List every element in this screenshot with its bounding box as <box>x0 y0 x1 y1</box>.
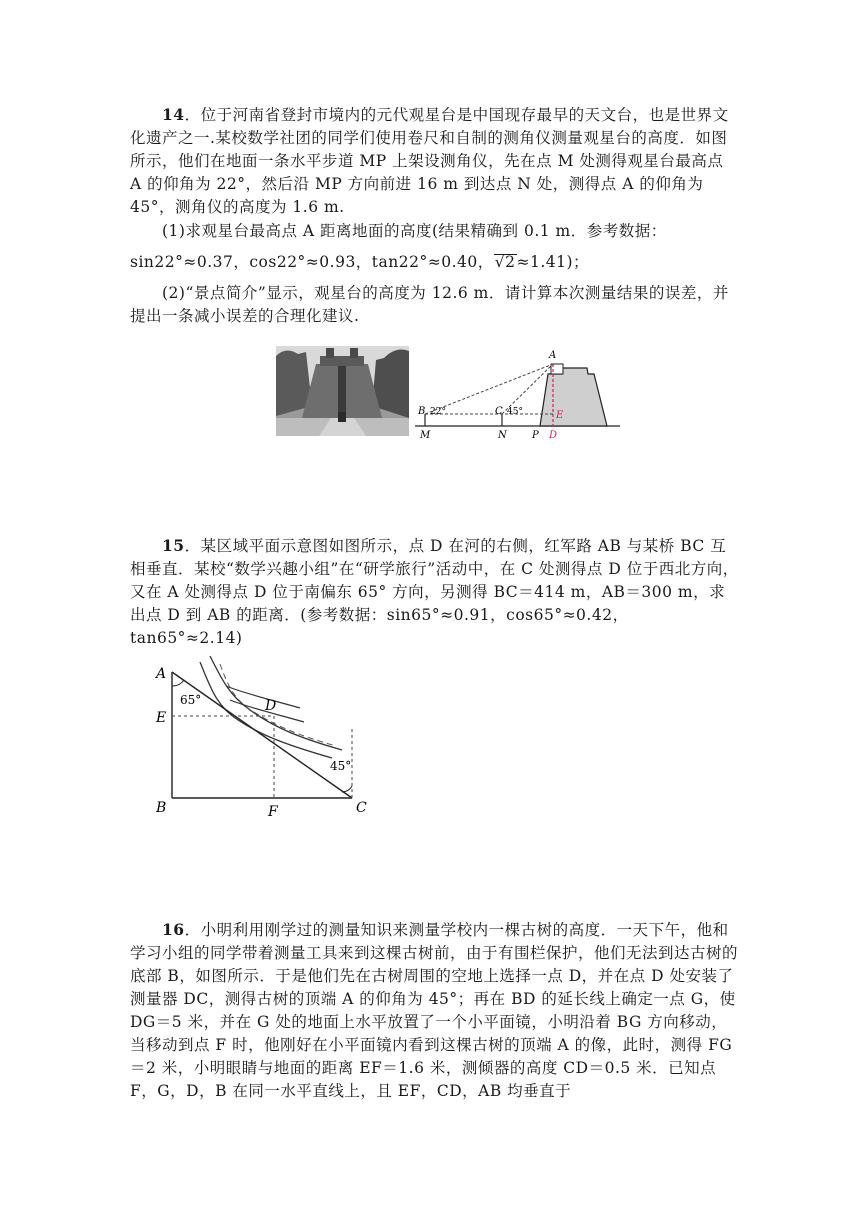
label-d: D <box>265 698 277 714</box>
angle-arc-c <box>342 786 352 792</box>
label-p: P <box>532 430 539 440</box>
label-a: A <box>549 350 557 361</box>
label-c: C <box>495 406 503 417</box>
angle-45: 45° <box>507 407 523 417</box>
q14-diagram <box>412 344 624 440</box>
q16-number: 16 <box>162 920 185 939</box>
angle-45: 45° <box>330 759 352 773</box>
q16-statement <box>130 918 740 1103</box>
label-n: N <box>498 430 507 440</box>
label-e: E <box>556 410 564 421</box>
q16-text: ．小明利用刚学过的测量知识来测量学校内一棵古树的高度．一天下午，他和学习小组的同学带着测量工具来到这棵古树前，由于有围栏保护，他们无法到达古树的底部 B，如图所示．于是他们先在古树周围的空地上选择一点 D，并在点 D 处安装了测量器 DC，测得古树的顶端 A 的仰角为 45°；再在 BD 的延长线上确定一点 G，使 DG＝5 米，并在 G 处的地面上水平放置了一个小平面镜，小明沿着 BG 方向移动，当移动到点 F 时，他刚好在小平面镜内看到这棵古树的顶端 A 的像，此时，测得 FG＝2 米，小明眼睛与地面的距离 EF＝1.6 米，测倾器的高度 CD＝0.5 米．已知点 F，G，D，B 在同一水平直线上，且 EF，CD，AB 均垂直于 <box>130 921 739 1100</box>
label-b: B <box>418 406 426 417</box>
angle-65: 65° <box>180 693 202 707</box>
q14-part1-line2 <box>130 251 740 274</box>
label-f: F <box>268 804 278 820</box>
label-a: A <box>156 666 167 682</box>
q15-number: 15 <box>162 536 185 555</box>
angle-22: 22° <box>430 407 446 417</box>
segment-ac <box>172 672 352 798</box>
q14-statement <box>130 103 740 219</box>
observatory-shape <box>540 368 607 426</box>
label-e: E <box>156 710 167 726</box>
q14-part1-values-end: ≈1.41)； <box>516 253 590 271</box>
q14-part2: (2)“景点简介”显示，观星台的高度为 12.6 m．请计算本次测量结果的误差，并提出一条减小误差的合理化建议. <box>130 284 729 325</box>
river-center <box>220 664 336 746</box>
label-d: D <box>549 430 558 440</box>
angle-arc-a <box>172 680 184 686</box>
label-m: M <box>420 430 431 440</box>
q14-part1-values: sin22°≈0.37，cos22°≈0.93，tan22°≈0.40， <box>130 253 494 271</box>
q14-intro: ．位于河南省登封市境内的元代观星台是中国现存最早的天文台，也是世界文化遗产之一.某校数学社团的同学们使用卷尺和自制的测角仪测量观星台的高度．如图所示，他们在地面一条水平步道 MP 上架设测角仪，先在点 M 处测得观星台最高点 A 的仰角为 22°，然后沿 MP 方向前进 16 m 到达点 N 处，测得点 A 的仰角为 45°，测角仪的高度为 1.6 m. <box>130 106 729 216</box>
label-c: C <box>356 800 367 816</box>
observatory-photo <box>276 346 409 436</box>
q15-statement <box>130 534 740 650</box>
q15-text: ．某区域平面示意图如图所示，点 D 在河的右侧，红军路 AB 与某桥 BC 互相垂直．某校“数学兴趣小组”在“研学旅行”活动中，在 C 处测得点 D 位于西北方向，又在 A 处测得点 D 位于南偏东 65° 方向，另测得 BC＝414 m，AB＝300 m，求出点 D 到 AB 的距离．(参考数据：sin65°≈0.91，cos65°≈0.42，tan65°≈2.14) <box>130 537 739 647</box>
q14-part1-line1: (1)求观星台最高点 A 距离地面的高度(结果精确到 0.1 m．参考数据： <box>162 222 667 240</box>
sqrt-symbol: √2 <box>494 253 516 271</box>
q15-diagram <box>150 650 375 822</box>
bridge-curve-1 <box>226 686 300 708</box>
q14-sqrt-radicand: 2 <box>505 253 516 271</box>
label-b: B <box>156 800 167 816</box>
q14-number: 14 <box>162 105 185 124</box>
